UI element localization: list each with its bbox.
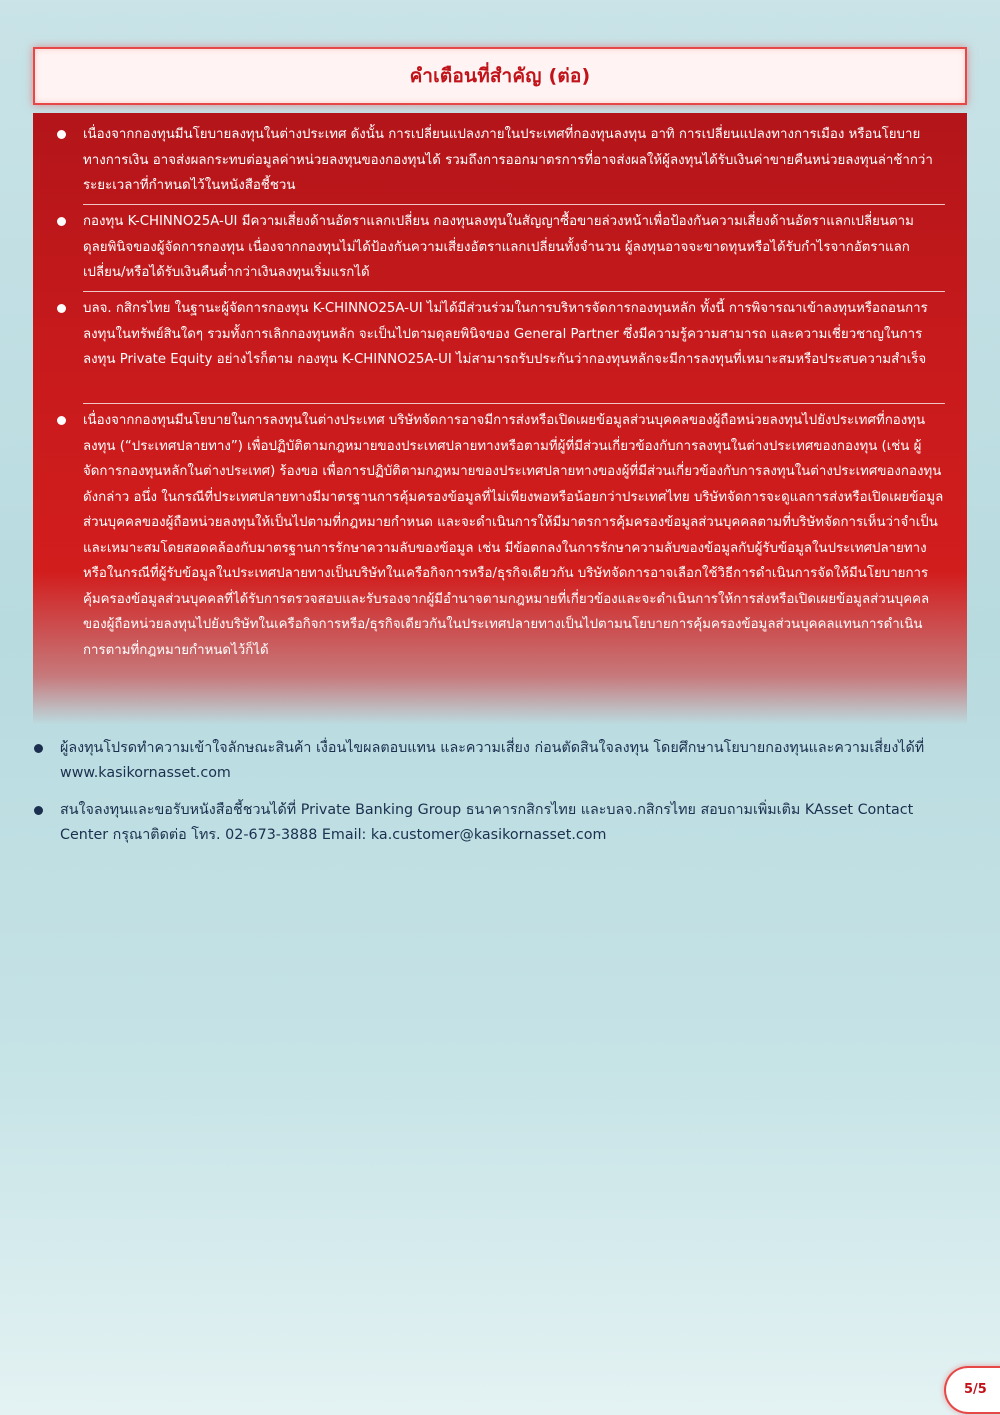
- warning-text: เนื่องจากกองทุนมีนโยบายลงทุนในต่างประเทศ ดังนั้น การเปลี่ยนแปลงภายในประเทศที่กองทุนลงทุน อาทิ การเปลี่ยนแปลงทางการเมือง หรือนโยบายทางการเงิน อาจส่งผลกระทบต่อมูลค่าหน่วยลงทุนของกองทุนได้ รวมถึงการออกมาตรการที่อาจส่งผลให้ผู้ลงทุนได้รับเงินค่าขายคืนหน่วยลงทุนล่าช้ากว่าระยะเวลาที่กำหนดไว้ในหนังสือชี้ชวน: [83, 127, 933, 193]
- warning-item: [53, 209, 945, 286]
- page-number-badge: [944, 1366, 1000, 1414]
- bullet-icon: [57, 416, 66, 425]
- warning-divider: [83, 403, 945, 404]
- note-text: ผู้ลงทุนโปรดทำความเข้าใจลักษณะสินค้า เงื่อนไขผลตอบแทน และความเสี่ยง ก่อนตัดสินใจลงทุน โดยศึกษานโยบายกองทุนและความเสี่ยงได้ที่ www.kasikornasset.com: [60, 740, 925, 781]
- warning-text: กองทุน K-CHINNO25A-UI มีความเสี่ยงด้านอัตราแลกเปลี่ยน กองทุนลงทุนในสัญญาซื้อขายล่วงหน้าเพื่อป้องกันความเสี่ยงด้านอัตราแลกเปลี่ยนตามดุลยพินิจของผู้จัดการกองทุน เนื่องจากกองทุนไม่ได้ป้องกันความเสี่ยงอัตราแลกเปลี่ยนทั้งจำนวน ผู้ลงทุนอาจจะขาดทุนหรือได้รับกำไรจากอัตราแลกเปลี่ยน/หรือได้รับเงินคืนต่ำกว่าเงินลงทุนเริ่มแรกได้: [83, 214, 914, 280]
- bullet-icon: [57, 130, 66, 139]
- bullet-icon: [34, 744, 43, 753]
- warning-header-box: [33, 47, 967, 105]
- warning-divider: [83, 204, 945, 205]
- note-item: [32, 798, 952, 847]
- bullet-icon: [57, 217, 66, 226]
- warning-item: [53, 122, 945, 199]
- warning-text: เนื่องจากกองทุนมีนโยบายในการลงทุนในต่างประเทศ บริษัทจัดการอาจมีการส่งหรือเปิดเผยข้อมูลส่วนบุคคลของผู้ถือหน่วยลงทุนไปยังประเทศที่กองทุนลงทุน (“ประเทศปลายทาง”) เพื่อปฏิบัติตามกฎหมายของประเทศปลายทางหรือตามที่ผู้ที่มีส่วนเกี่ยวข้องกับการลงทุนในต่างประเทศของกองทุน (เช่น ผู้จัดการกองทุนหลักในต่างประเทศ) ร้องขอ เพื่อการปฏิบัติตามกฎหมายของประเทศปลายทางของผู้ที่มีส่วนเกี่ยวข้องกับการลงทุนในต่างประเทศของกองทุนดังกล่าว อนึ่ง ในกรณีที่ประเทศปลายทางมีมาตรฐานการคุ้มครองข้อมูลที่ไม่เพียงพอหรือน้อยกว่าประเทศไทย บริษัทจัดการจะดูแลการส่งหรือเปิดเผยข้อมูลส่วนบุคคลของผู้ถือหน่วยลงทุนให้เป็นไปตามที่กฎหมายกำหนด และจะดำเนินการให้มีมาตรการคุ้มครองข้อมูลส่วนบุคคลตามที่บริษัทจัดการเห็นว่าจำเป็นและเหมาะสมโดยสอดคล้องกับมาตรฐานการรักษาความลับของข้อมูล เช่น มีข้อตกลงในการรักษาความลับของข้อมูลกับผู้รับข้อมูลในประเทศปลายทาง หรือในกรณีที่ผู้รับข้อมูลในประเทศปลายทางเป็นบริษัทในเครือกิจการหรือ/ธุรกิจเดียวกัน บริษัทจัดการอาจเลือกใช้วิธีการดำเนินการจัดให้มีนโยบายการคุ้มครองข้อมูลส่วนบุคคลที่ได้รับการตรวจสอบและรับรองจากผู้มีอำนาจตามกฎหมายที่เกี่ยวข้องและจะดำเนินการให้การส่งหรือเปิดเผยข้อมูลส่วนบุคคลของผู้ถือหน่วยลงทุนไปยังบริษัทในเครือกิจการหรือ/ธุรกิจเดียวกันในประเทศปลายทางเป็นไปตามนโยบายการคุ้มครองข้อมูลส่วนบุคคลแทนการดำเนินการตามที่กฎหมายกำหนดไว้ก็ได้: [83, 413, 944, 658]
- bullet-icon: [34, 806, 43, 815]
- warning-panel: [33, 113, 967, 725]
- warning-item: [53, 296, 945, 373]
- note-text: สนใจลงทุนและขอรับหนังสือชี้ชวนได้ที่ Private Banking Group ธนาคารกสิกรไทย และบลจ.กสิกรไทย สอบถามเพิ่มเติม KAsset Contact Center กรุณาติดต่อ โทร. 02-673-3888 Email: ka.customer@kasikornasset.com: [60, 802, 914, 843]
- warning-text: บลจ. กสิกรไทย ในฐานะผู้จัดการกองทุน K-CHINNO25A-UI ไม่ได้มีส่วนร่วมในการบริหารจัดการกองทุนหลัก ทั้งนี้ การพิจารณาเข้าลงทุนหรือถอนการลงทุนในทรัพย์สินใดๆ รวมทั้งการเลิกกองทุนหลัก จะเป็นไปตามดุลยพินิจของ General Partner ซึ่งมีความรู้ความสามารถ และความเชี่ยวชาญในการลงทุน Private Equity อย่างไรก็ตาม กองทุน K-CHINNO25A-UI ไม่สามารถรับประกันว่ากองทุนหลักจะมีการลงทุนที่เหมาะสมหรือประสบความสำเร็จ: [83, 301, 928, 367]
- page-number: 5/5: [964, 1382, 987, 1397]
- warning-header-title: คำเตือนที่สำคัญ (ต่อ): [409, 65, 591, 87]
- note-item: [32, 736, 952, 785]
- bullet-icon: [57, 304, 66, 313]
- warning-divider: [83, 291, 945, 292]
- warning-item: [53, 408, 945, 663]
